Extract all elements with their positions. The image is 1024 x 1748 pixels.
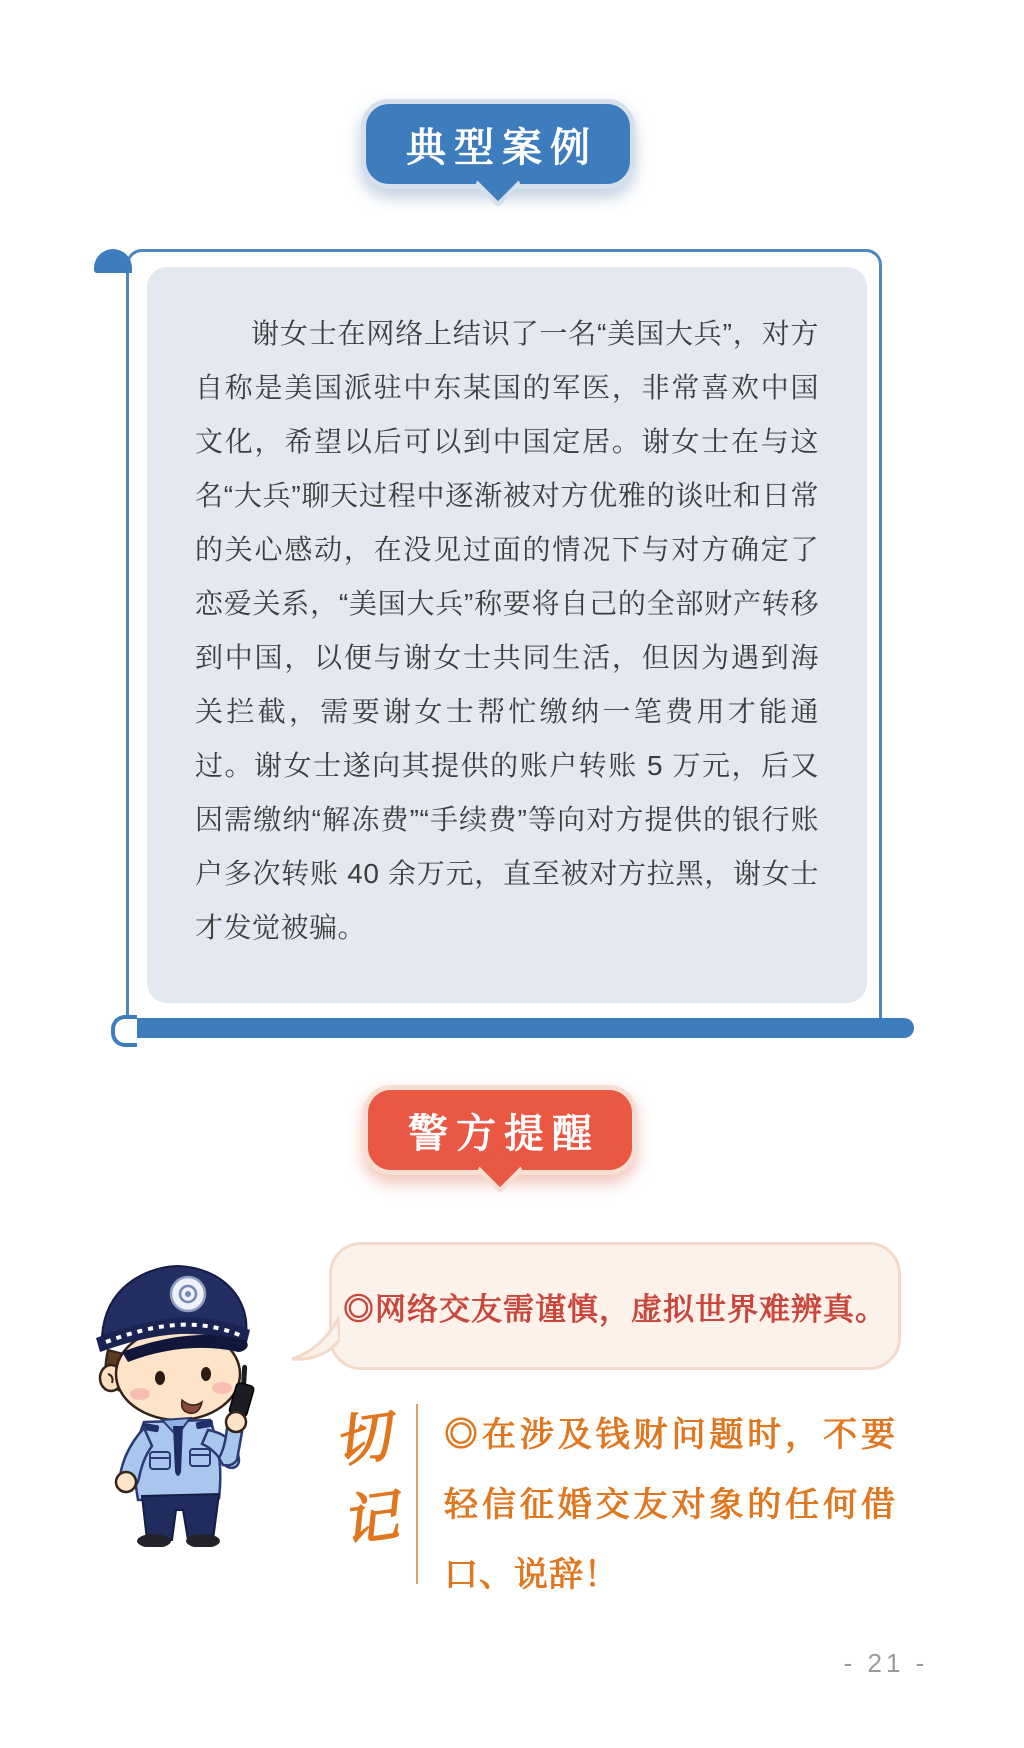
typical-case-banner-label: 典型案例	[406, 124, 598, 170]
typical-case-banner	[361, 99, 635, 189]
case-body-text: 谢女士在网络上结识了一名“美国大兵”，对方自称是美国派驻中东某国的军医，非常喜欢中国文化，希望以后可以到中国定居。谢女士在与这名“大兵”聊天过程中逐渐被对方优雅的谈吐和日常的关心感动，在没见过面的情况下与对方确定了恋爱关系，“美国大兵”称要将自己的全部财产转移到中国，以便与谢女士共同生活，但因为遇到海关拦截，需要谢女士帮忙缴纳一笔费用才能通过。谢女士遂向其提供的账户转账 5 万元，后又因需缴纳“解冻费”“手续费”等向对方提供的银行账户多次转账 40 余万元，直至被对方拉黑，谢女士才发觉被骗。	[195, 318, 819, 943]
remember-keyword-char-1: 切	[330, 1405, 395, 1475]
vertical-divider	[416, 1404, 418, 1584]
page-number: - 21 -	[843, 1648, 929, 1678]
case-card	[126, 249, 882, 1035]
reminder-bubble-text: ◎网络交友需谨慎，虚拟世界难辨真。	[343, 1291, 887, 1327]
speech-bubble-tail	[288, 1315, 340, 1363]
police-officer-illustration	[84, 1252, 264, 1547]
remember-keyword-char-2: 记	[338, 1485, 403, 1555]
police-officer-icon	[84, 1252, 264, 1547]
remember-tip-text: ◎在涉及钱财问题时，不要轻信征婚交友对象的任何借口、说辞！	[444, 1416, 896, 1594]
remember-block	[330, 1398, 906, 1610]
remember-keyword	[330, 1398, 410, 1558]
card-bottom-ribbon	[128, 1018, 914, 1038]
page-curl-decoration	[94, 249, 132, 273]
case-text-panel	[147, 267, 867, 1003]
police-reminder-banner-label: 警方提醒	[408, 1110, 600, 1156]
reminder-speech-bubble	[329, 1242, 901, 1370]
police-reminder-banner	[363, 1085, 637, 1175]
